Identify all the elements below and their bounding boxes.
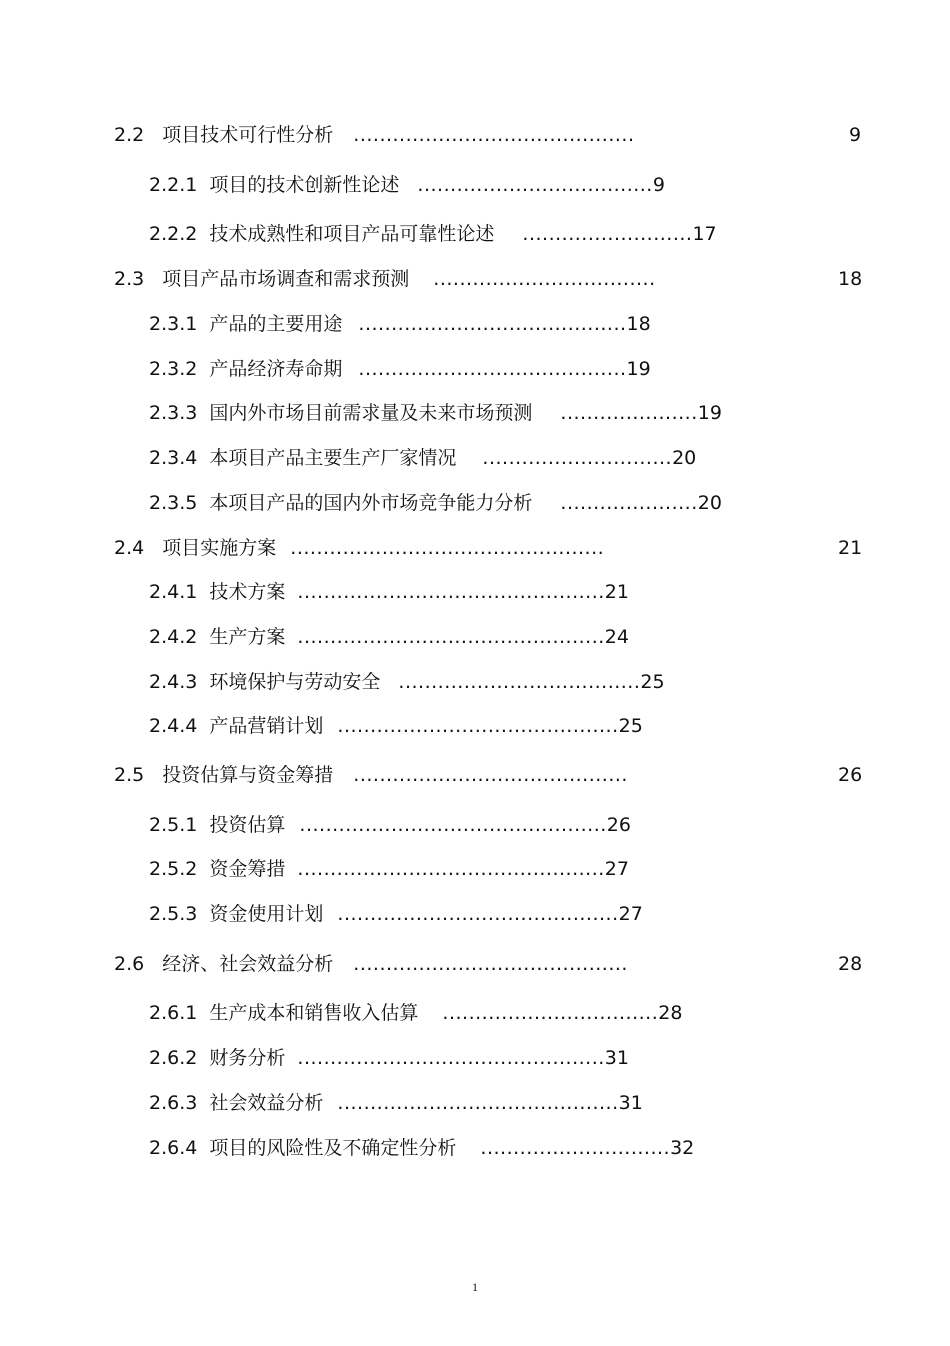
toc-entry-2-6-2[interactable] xyxy=(149,1046,629,1070)
toc-leader: ........................................... xyxy=(337,715,619,737)
toc-entry-2-6-1[interactable] xyxy=(149,1001,682,1025)
toc-number: 2.5.2 xyxy=(149,858,198,880)
toc-title: 项目的风险性及不确定性分析 xyxy=(209,1137,457,1159)
toc-leader: .................................... xyxy=(417,174,653,196)
toc-title: 技术方案 xyxy=(209,581,286,603)
toc-leader: ............................................... xyxy=(299,814,607,836)
toc-number: 2.2.1 xyxy=(149,174,198,196)
toc-entry-2-2-1[interactable] xyxy=(149,173,665,197)
toc-title: 项目产品市场调查和需求预测 xyxy=(162,268,410,290)
toc-entry-2-4-4[interactable] xyxy=(149,714,643,738)
toc-entry-2-3-1[interactable] xyxy=(149,312,651,336)
toc-leader: ........................................... xyxy=(337,903,619,925)
toc-title: 本项目产品的国内外市场竞争能力分析 xyxy=(209,492,533,514)
toc-page: 25 xyxy=(640,671,665,693)
toc-title: 财务分析 xyxy=(209,1047,286,1069)
toc-number: 2.2 xyxy=(114,124,145,146)
toc-entry-2-2[interactable] xyxy=(114,123,634,147)
toc-page: 31 xyxy=(604,1047,629,1069)
toc-title: 产品营销计划 xyxy=(209,715,324,737)
toc-leader: ............................................... xyxy=(297,1047,605,1069)
toc-title: 技术成熟性和项目产品可靠性论述 xyxy=(209,223,495,245)
toc-entry-2-3-3[interactable] xyxy=(149,401,722,425)
toc-number: 2.3.4 xyxy=(149,447,198,469)
page-number: 1 xyxy=(472,1280,478,1294)
toc-title: 项目的技术创新性论述 xyxy=(209,174,400,196)
toc-number: 2.6.2 xyxy=(149,1047,198,1069)
toc-leader: ........................................... xyxy=(353,124,635,146)
toc-number: 2.6.3 xyxy=(149,1092,198,1114)
toc-page: 9 xyxy=(849,124,862,146)
toc-number: 2.3.2 xyxy=(149,358,198,380)
toc-entry-2-2-2[interactable] xyxy=(149,222,717,246)
toc-page: 28 xyxy=(838,953,863,975)
toc-title: 国内外市场目前需求量及未来市场预测 xyxy=(209,402,533,424)
toc-entry-2-5-2[interactable] xyxy=(149,857,629,881)
toc-entry-2-4[interactable] xyxy=(114,536,604,560)
toc-title: 社会效益分析 xyxy=(209,1092,324,1114)
toc-entry-2-5-1[interactable] xyxy=(149,813,631,837)
toc-page: 24 xyxy=(604,626,629,648)
toc-number: 2.5.1 xyxy=(149,814,198,836)
toc-page: 31 xyxy=(618,1092,643,1114)
toc-number: 2.4 xyxy=(114,537,145,559)
toc-page: 26 xyxy=(838,764,863,786)
toc-number: 2.4.2 xyxy=(149,626,198,648)
toc-leader: ............................. xyxy=(480,1137,671,1159)
toc-entry-2-4-3[interactable] xyxy=(149,670,665,694)
toc-entry-2-3[interactable] xyxy=(114,267,656,291)
toc-entry-2-4-1[interactable] xyxy=(149,580,629,604)
toc-title: 环境保护与劳动安全 xyxy=(209,671,381,693)
toc-title: 本项目产品主要生产厂家情况 xyxy=(209,447,457,469)
toc-title: 生产方案 xyxy=(209,626,286,648)
toc-entry-2-6[interactable] xyxy=(114,952,628,976)
toc-entry-2-4-2[interactable] xyxy=(149,625,629,649)
toc-entry-2-3-4[interactable] xyxy=(149,446,696,470)
toc-leader: ............................................... xyxy=(297,581,605,603)
toc-leader: ..................... xyxy=(560,492,698,514)
toc-leader: ......................................... xyxy=(358,313,627,335)
toc-leader: .......................... xyxy=(522,223,693,245)
toc-page: 21 xyxy=(838,537,863,559)
toc-number: 2.5.3 xyxy=(149,903,198,925)
toc-number: 2.2.2 xyxy=(149,223,198,245)
toc-number: 2.3 xyxy=(114,268,145,290)
toc-page: 25 xyxy=(618,715,643,737)
toc-page: 32 xyxy=(670,1137,695,1159)
toc-page: 27 xyxy=(618,903,643,925)
toc-number: 2.6.1 xyxy=(149,1002,198,1024)
toc-page: 20 xyxy=(672,447,697,469)
toc-title: 项目实施方案 xyxy=(162,537,277,559)
toc-page: 18 xyxy=(838,268,863,290)
toc-leader: ..................................... xyxy=(398,671,641,693)
toc-page: 20 xyxy=(697,492,722,514)
toc-leader: .......................................... xyxy=(353,953,628,975)
toc-leader: ............................. xyxy=(482,447,673,469)
toc-title: 经济、社会效益分析 xyxy=(162,953,334,975)
toc-title: 投资估算与资金筹措 xyxy=(162,764,334,786)
toc-page: 19 xyxy=(697,402,722,424)
toc-page: 18 xyxy=(626,313,651,335)
toc-entry-2-5-3[interactable] xyxy=(149,902,643,926)
toc-page: 26 xyxy=(606,814,631,836)
toc-title: 资金筹措 xyxy=(209,858,286,880)
toc-number: 2.3.1 xyxy=(149,313,198,335)
toc-number: 2.6.4 xyxy=(149,1137,198,1159)
toc-title: 产品的主要用途 xyxy=(209,313,343,335)
toc-number: 2.3.5 xyxy=(149,492,198,514)
toc-page: 27 xyxy=(604,858,629,880)
toc-title: 项目技术可行性分析 xyxy=(162,124,334,146)
toc-entry-2-3-5[interactable] xyxy=(149,491,722,515)
toc-title: 生产成本和销售收入估算 xyxy=(209,1002,419,1024)
toc-leader: ................................. xyxy=(442,1002,659,1024)
toc-leader: ............................................... xyxy=(297,626,605,648)
toc-leader: .................................. xyxy=(433,268,656,290)
toc-number: 2.3.3 xyxy=(149,402,198,424)
toc-page: 21 xyxy=(604,581,629,603)
toc-entry-2-3-2[interactable] xyxy=(149,357,651,381)
toc-page: 17 xyxy=(692,223,717,245)
toc-number: 2.4.4 xyxy=(149,715,198,737)
toc-leader: ........................................... xyxy=(337,1092,619,1114)
toc-leader: .......................................... xyxy=(353,764,628,786)
toc-leader: ..................... xyxy=(560,402,698,424)
toc-page: 28 xyxy=(658,1002,683,1024)
toc-leader: ............................................... xyxy=(297,858,605,880)
toc-entry-2-5[interactable] xyxy=(114,763,628,787)
toc-title: 投资估算 xyxy=(209,814,286,836)
toc-number: 2.4.1 xyxy=(149,581,198,603)
toc-number: 2.6 xyxy=(114,953,145,975)
toc-leader: ......................................... xyxy=(358,358,627,380)
toc-number: 2.4.3 xyxy=(149,671,198,693)
toc-entry-2-6-3[interactable] xyxy=(149,1091,643,1115)
toc-page: 19 xyxy=(626,358,651,380)
toc-entry-2-6-4[interactable] xyxy=(149,1136,694,1160)
toc-leader: ................................................ xyxy=(290,537,605,559)
toc-number: 2.5 xyxy=(114,764,145,786)
toc-title: 资金使用计划 xyxy=(209,903,324,925)
toc-title: 产品经济寿命期 xyxy=(209,358,343,380)
toc-page: 9 xyxy=(652,174,665,196)
